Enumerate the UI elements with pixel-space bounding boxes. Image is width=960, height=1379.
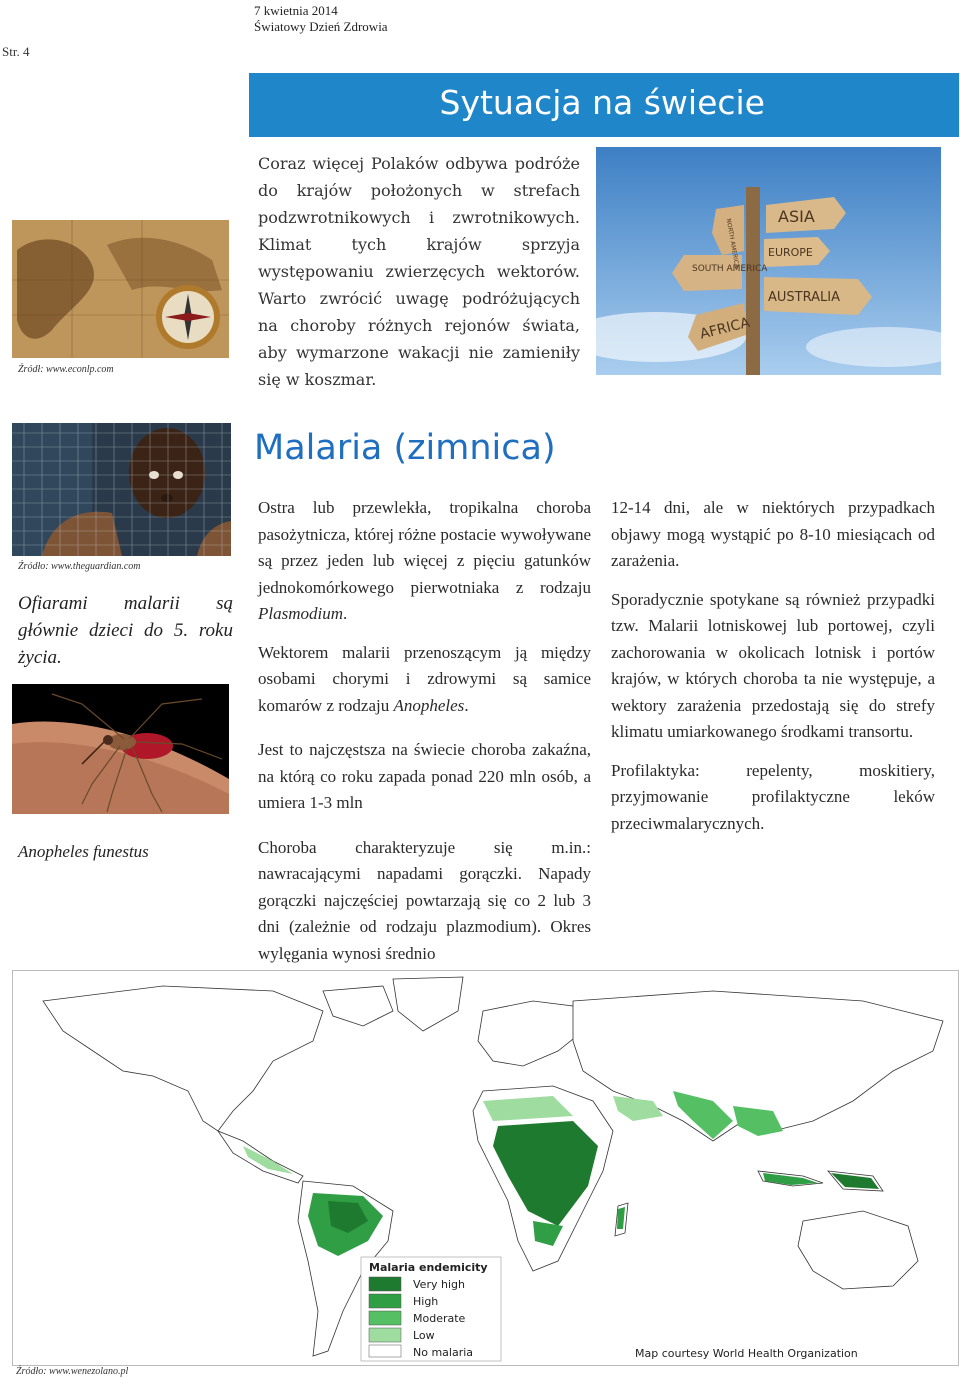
legend-label: No malaria [413,1346,474,1359]
section-banner [249,73,959,137]
legend-swatch [369,1294,401,1308]
malaria-paragraph: Jest to najczęstsza na świecie choroba zakaźna, na którą co roku zapada ponad 220 mln osób, a umiera 1-3 mln [258,740,591,812]
legend-title: Malaria endemicity [369,1261,488,1274]
header-subtitle: Światowy Dzień Zdrowia [254,19,388,34]
map-legend [361,1257,501,1361]
page-number: Str. 4 [2,44,30,59]
sign-label: SOUTH AMERICA [692,264,768,274]
malaria-paragraph: Choroba charakteryzuje się m.in.: nawracającymi napadami gorączki. Napady gorączki najczęściej powtarzają się co 2 lub 3 dni (zależnie od rodzaju plazmodium). Okres wylęgania wynosi średnio [258,837,591,963]
malaria-paragraph: Ostra lub przewlekła, tropikalna choroba pasożytnicza, której różne postacie wywoływane są przez jeden lub więcej z pięciu gatunków jednokomórkowego pierwotniaka z rodzaju Plasmodium. [258,498,591,623]
banner-title: Sytuacja na świecie [439,83,765,122]
malaria-paragraph: 12-14 dni, ale w niektórych przypadkach objawy mogą wystąpić po 8-10 miesiącach od zarażenia. [611,498,935,570]
sign-label: AFRICA [698,314,752,343]
legend-swatch [369,1311,401,1325]
legend-label: Moderate [413,1312,466,1325]
signpost-image [596,147,941,375]
map-credit: Map courtesy World Health Organization [635,1347,858,1360]
malaria-endemicity-map [12,970,959,1366]
malaria-paragraph: Wektorem malarii przenoszącym ją między osobami chorymi i zdrowymi są samice komarów z rodzaju Anopheles. [258,642,591,715]
map-source: Źródło: www.wenezolano.pl [16,1366,129,1377]
mosquito-illustration [12,684,229,814]
sign-label: NORTH AMERICA [724,217,741,269]
child-net-image [12,423,231,556]
legend-swatch [369,1345,401,1357]
malaria-paragraph: Profilaktyka: repelenty, moskitiery, przyjmowanie profilaktyczne leków przeciwmalarycznych. [611,760,935,833]
malaria-title: Malaria (zimnica) [254,428,556,468]
map-image-source: Źródł: www.econlp.com [18,364,114,375]
malaria-column-1 [258,495,591,979]
sign-label: ASIA [778,207,815,226]
legend-label: Low [413,1329,435,1342]
intro-paragraph: Coraz więcej Polaków odbywa podróże do krajów położonych w strefach podzwrotnikowych i zwrotnikowych. Klimat tych krajów sprzyja występowaniu zwierzęcych wektorów. Warto zwrócić uwagę podróżujących na choroby różnych rejonów świata, aby wymarzone wakacji nie zamieniły się w koszmar. [258,154,580,389]
legend-label: Very high [413,1278,465,1291]
header-date: 7 kwietnia 2014 [254,3,338,18]
old-map-image [12,220,229,358]
sign-label: AUSTRALIA [768,290,840,305]
malaria-paragraph: Sporadycznie spotykane są również przypadki tzw. Malarii lotniskowej lub portowej, czyli zachorowania w okolicach lotnisk i portów krajów, w których choroba ta nie występuje, a wektory zarażenia przedostają się do strefy klimatu umiarkowanego środkami transortu. [611,589,935,741]
old-map-illustration [12,220,229,358]
world-map-illustration [13,971,958,1365]
mosquito-image [12,684,229,814]
signpost-illustration [596,147,941,375]
child-net-illustration [12,423,231,556]
malaria-column-2 [611,495,935,849]
mosquito-caption: Anopheles funestus [18,842,149,861]
sign-label: EUROPE [768,246,813,259]
legend-swatch [369,1328,401,1342]
child-image-source: Źródło: www.theguardian.com [18,561,141,572]
legend-label: High [413,1295,439,1308]
legend-swatch [369,1277,401,1291]
child-caption: Ofiarami malarii są głównie dzieci do 5. roku życia. [18,593,233,668]
